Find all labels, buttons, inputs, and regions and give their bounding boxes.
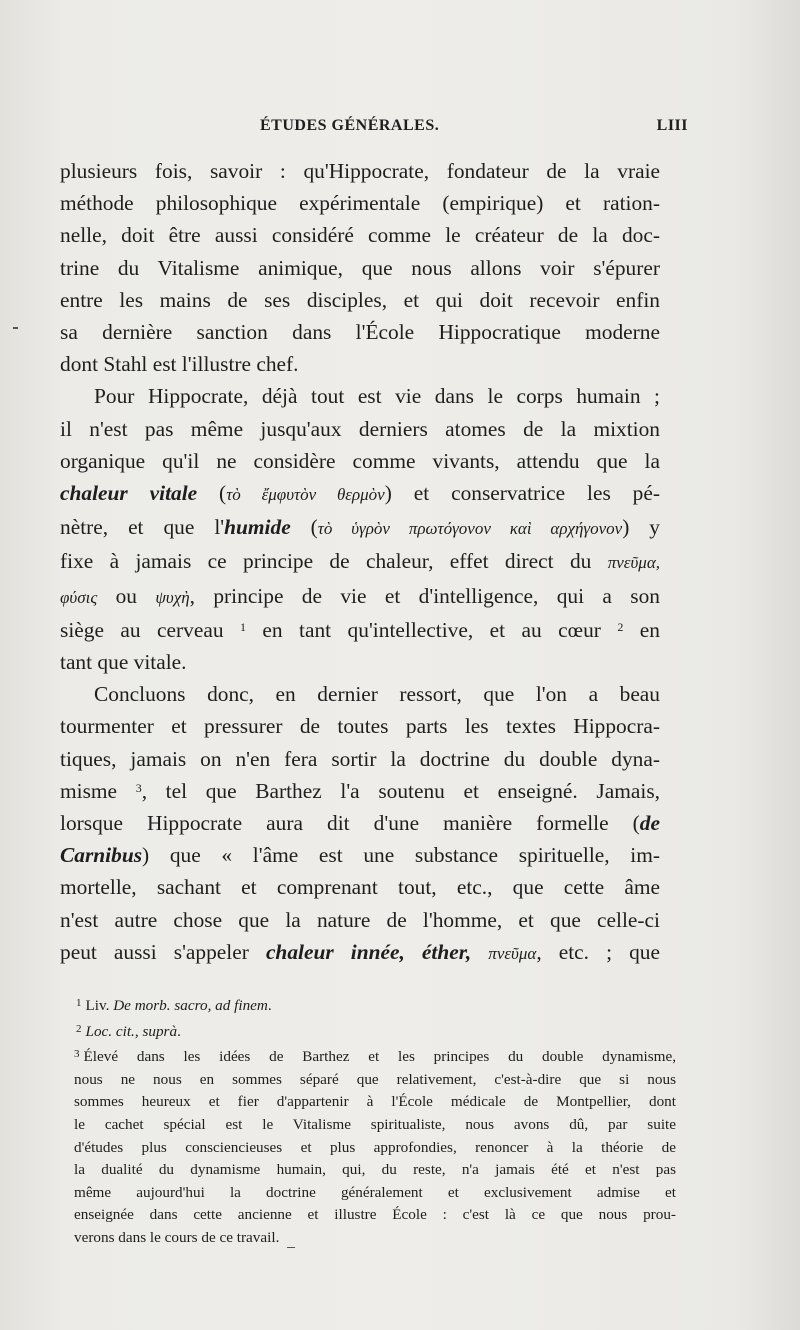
text-line (60, 839, 660, 871)
text-fragment: en (623, 617, 660, 642)
text-line: méthode philosophique expérimentale (empirique) et ration- (60, 191, 660, 216)
paragraph-2 (60, 380, 660, 678)
page-number: LIII (656, 117, 688, 134)
text-fragment: nètre, et que l' (60, 515, 225, 540)
text-fragment (471, 940, 488, 964)
footnote-line: sommes heureux et fier d'appartenir à l'École médicale de Montpellier, dont (74, 1093, 676, 1111)
footnote-citation: ad finem (215, 997, 268, 1014)
footnote-ref[interactable]: 3 (135, 780, 142, 795)
greek-word: πνεῦμα, (607, 553, 660, 573)
greek-word: πνεῦμα (488, 943, 537, 963)
text-fragment: ) et conservatrice les pé- (384, 481, 660, 506)
page-header (60, 117, 688, 141)
footnote-number: 2 (76, 1022, 82, 1035)
emphasis-de-carnibus: de (639, 811, 660, 836)
text-line: entre les mains de ses disciples, et qui doit recevoir enfin (60, 287, 660, 312)
paragraph-3 (60, 678, 660, 970)
text-line (60, 775, 660, 807)
text-line (60, 614, 660, 646)
emphasis-de-carnibus: Carnibus (60, 843, 143, 868)
greek-phrase: τὸ ὑγρὸν πρωτόγονον καὶ αρχήγονον (317, 519, 623, 539)
text-fragment: , etc. ; que (536, 939, 660, 964)
text-line: Concluons donc, en dernier ressort, que l'on a beau (94, 682, 660, 707)
footnote-citation: Loc. cit., suprà (85, 1022, 178, 1040)
text-line: nelle, doit être aussi considéré comme le créateur de la doc- (60, 223, 660, 248)
text-fragment: , (207, 997, 216, 1014)
text-line: tourmenter et pressurer de toutes parts les textes Hippocra- (60, 714, 660, 739)
text-fragment: ) y (622, 515, 661, 540)
footnote-ref[interactable]: 2 (617, 619, 624, 634)
footnote-2 (76, 1018, 676, 1044)
text-fragment: ou (97, 583, 156, 608)
text-line: organique qu'il ne considère comme vivants, attendu que la (60, 448, 660, 473)
footnote-line (74, 1043, 676, 1069)
text-line: dont Stahl est l'illustre chef. (60, 352, 299, 377)
text-fragment: Élevé dans les idées de Barthez et les principes du double dynamisme, (83, 1048, 676, 1066)
greek-word: φύσις (60, 587, 98, 607)
text-line: trine du Vitalisme animique, que nous allons voir s'épurer (60, 255, 660, 280)
text-line (60, 580, 660, 614)
text-fragment: ( (290, 515, 318, 540)
text-line: n'est autre chose que la nature de l'homme, et que celle-ci (60, 907, 660, 932)
text-line: tiques, jamais on n'en fera sortir la doctrine du double dyna- (60, 746, 660, 771)
text-fragment: lorsque Hippocrate aura dit d'une manière formelle ( (60, 811, 640, 836)
emphasis-chaleur-innee: chaleur innée, éther, (265, 939, 472, 964)
text-fragment: misme (60, 778, 136, 803)
text-line: sa dernière sanction dans l'École Hippocratique moderne (60, 320, 660, 345)
text-fragment: , tel que Barthez l'a soutenu et enseigné. Jamais, (141, 778, 660, 803)
footnote-1 (76, 992, 676, 1018)
paragraph-1 (60, 155, 660, 380)
text-line (60, 807, 660, 839)
footnote-line: verons dans le cours de ce travail. (74, 1228, 280, 1246)
text-fragment: , principe de vie et d'intelligence, qui a son (189, 583, 660, 608)
text-line: il n'est pas même jusqu'aux derniers atomes de la mixtion (60, 416, 660, 441)
text-fragment: en tant qu'intellective, et au cœur (245, 617, 618, 642)
text-line: mortelle, sachant et comprenant tout, etc., que cette âme (60, 875, 660, 900)
text-line (60, 477, 660, 511)
text-line (60, 936, 660, 970)
text-fragment: ( (197, 481, 227, 506)
footnote-number: 3 (74, 1048, 80, 1061)
text-fragment: peut aussi s'appeler (60, 939, 266, 964)
text-line: tant que vitale. (60, 650, 187, 675)
text-fragment: fixe à jamais ce principe de chaleur, effet direct du (60, 549, 608, 574)
footnote-line: nous ne nous en sommes séparé que relativement, c'est-à-dire que si nous (74, 1070, 676, 1088)
footnotes (76, 992, 676, 1250)
text-line: plusieurs fois, savoir : qu'Hippocrate, fondateur de la vraie (60, 159, 660, 183)
text-fragment: . (267, 997, 272, 1014)
emphasis-humide: humide (224, 515, 291, 540)
footnote-line: même aujourd'hui la doctrine généralement et exclusivement admise et (74, 1183, 676, 1201)
text-fragment: Liv. (85, 997, 114, 1014)
footnote-ref[interactable]: 1 (239, 619, 246, 634)
footnote-citation: De morb. sacro (113, 997, 208, 1014)
footnote-3 (76, 1043, 676, 1249)
text-fragment: . (177, 1022, 181, 1040)
text-fragment: siège au cerveau (60, 617, 240, 642)
body-text (60, 155, 660, 970)
text-line: Pour Hippocrate, déjà tout est vie dans le corps humain ; (94, 384, 660, 409)
footnote-number: 1 (76, 997, 82, 1009)
footnote-line: la dualité du dynamisme humain, qui, du reste, n'a jamais été et n'est pas (74, 1161, 676, 1179)
running-title: ÉTUDES GÉNÉRALES. (260, 117, 440, 134)
footnote-line: le cachet spécial est le Vitalisme spiritualiste, nous avons dû, par suite (74, 1115, 676, 1133)
text-line (60, 511, 660, 545)
greek-word: ψυχὴ (155, 587, 190, 607)
footnote-line: d'études plus consciencieuses et plus approfondies, renoncer à la théorie de (74, 1138, 676, 1156)
greek-phrase: τὸ ἔμφυτὸν θερμὸν (226, 485, 385, 505)
emphasis-chaleur-vitale: chaleur vitale (60, 481, 198, 506)
text-line (60, 545, 660, 579)
bottom-dash (287, 1247, 295, 1248)
margin-mark (13, 327, 18, 329)
text-fragment: ) que « l'âme est une substance spirituelle, im- (142, 843, 660, 868)
footnote-line: enseignée dans cette ancienne et illustre École : c'est là ce que nous prou- (74, 1206, 676, 1224)
